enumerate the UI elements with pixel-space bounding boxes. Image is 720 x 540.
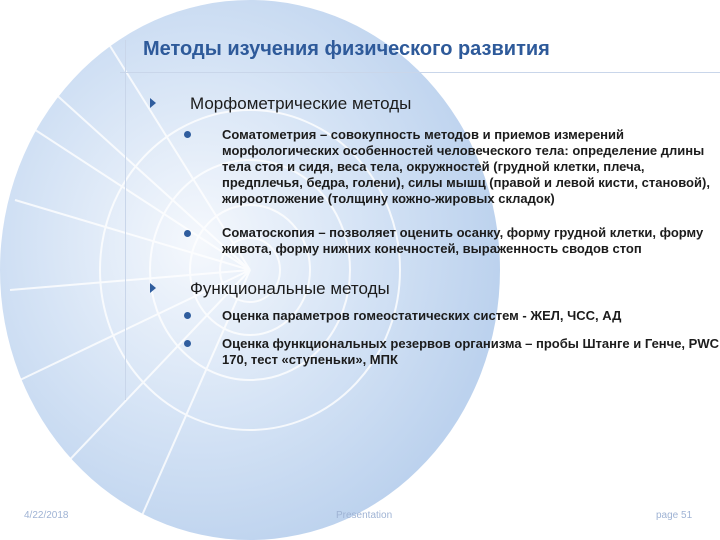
circle-bullet-icon — [184, 312, 191, 319]
footer-presentation: Presentation — [336, 510, 393, 521]
circle-bullet-icon — [184, 131, 191, 138]
bullet-functional-reserves: Оценка функциональных резервов организма – пробы Штанге и Генче, PWC 170, тест «ступеньки», МПК — [222, 336, 719, 367]
circle-bullet-icon — [184, 230, 191, 237]
bullet-homeostatic: Оценка параметров гомеостатических систем - ЖЕЛ, ЧСС, АД — [222, 308, 622, 323]
bullet-somatometry: Соматометрия – совокупность методов и приемов измерений морфологических особенностей человеческого тела: определение длины тела стоя и сидя, веса тела, окружностей (грудной клетки, плеча, предплечья, бедра, голени), силы мышц (правой и левой кисти, становой), жироотложение (толщину кожно-жировых складок) — [222, 127, 710, 206]
footer-date: 4/22/2018 — [24, 510, 69, 521]
slide-title: Методы изучения физического развития — [143, 38, 550, 60]
triangle-bullet-icon — [150, 283, 156, 293]
section-heading-morphometric: Морфометрические методы — [190, 94, 412, 113]
triangle-bullet-icon — [150, 98, 156, 108]
circle-bullet-icon — [184, 340, 191, 347]
bullet-somatoscopy: Соматоскопия – позволяет оценить осанку, форму грудной клетки, форму живота, форму нижних конечностей, выраженность сводов стоп — [222, 225, 704, 256]
decorative-horizontal-rule — [120, 72, 720, 73]
decorative-vertical-rule — [125, 40, 126, 400]
footer-page-number: page 51 — [656, 510, 693, 521]
section-heading-functional: Функциональные методы — [190, 279, 390, 298]
